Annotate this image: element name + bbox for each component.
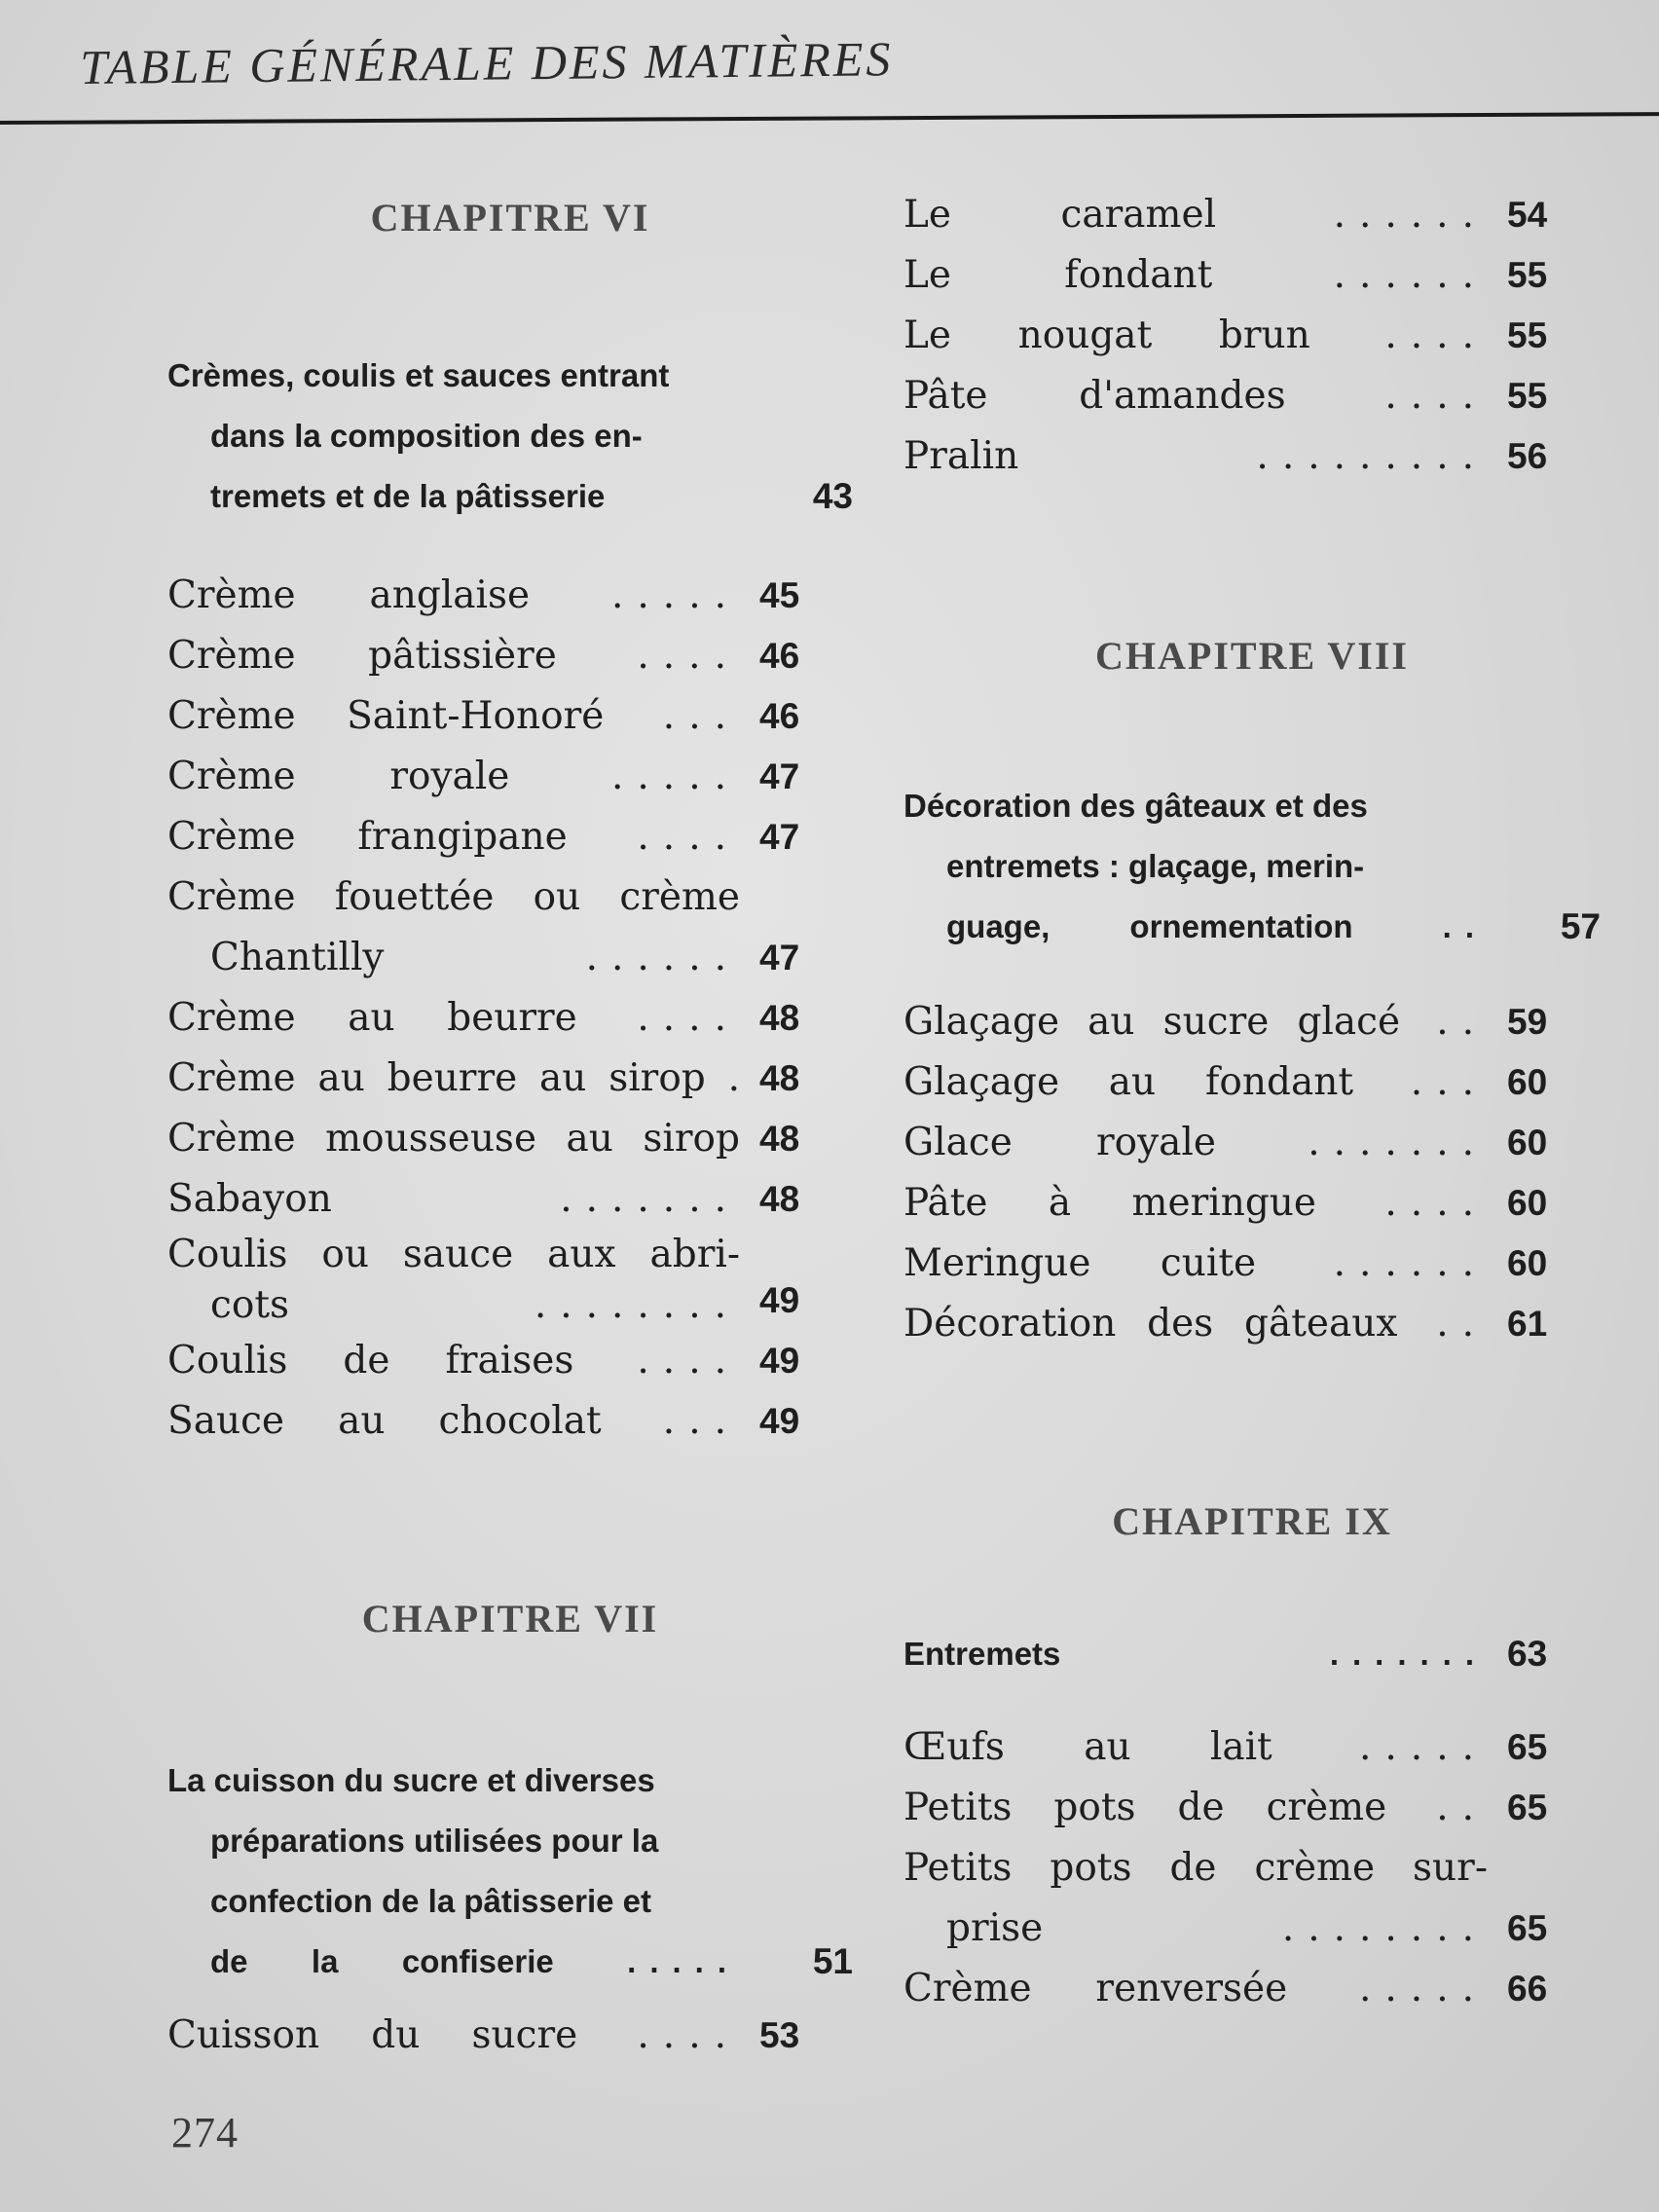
page-ref: 48 — [759, 1058, 800, 1098]
entry-label: Meringue cuite — [903, 1241, 1257, 1285]
chapter-heading: CHAPITRE VI — [370, 196, 650, 240]
section-line: préparations utilisées pour la — [210, 1823, 659, 1859]
leader-dots: ... — [1410, 1060, 1488, 1104]
toc-list — [167, 566, 853, 1452]
page-ref: 48 — [759, 1119, 800, 1159]
section-line: de la confiserie — [210, 1943, 554, 1979]
toc-entry[interactable] — [167, 686, 853, 747]
leader-dots: ..... — [627, 1943, 741, 1979]
section-line-last — [167, 1932, 740, 1992]
chapter-heading: CHAPITRE IX — [1112, 1499, 1392, 1543]
toc-entry[interactable] — [167, 2006, 853, 2066]
page-ref: 45 — [759, 575, 800, 615]
leader-dots: ...... — [585, 936, 740, 979]
page-ref: 55 — [1507, 315, 1548, 355]
page-ref: 54 — [1507, 195, 1548, 235]
entry-label: Crème au beurre au sirop . — [167, 1056, 740, 1100]
leader-dots: ....... — [560, 1177, 740, 1221]
leader-dots: ... — [662, 1399, 740, 1443]
leader-dots: ....... — [1308, 1121, 1488, 1164]
section-line-last — [903, 897, 1488, 957]
entry-label: Le nougat brun — [903, 313, 1310, 357]
section-line: Crèmes, coulis et sauces entrant — [167, 357, 670, 393]
leader-dots: ...... — [1333, 193, 1488, 237]
entry-label: Crème mousseuse au sirop — [167, 1117, 740, 1161]
toc-entry[interactable] — [903, 245, 1601, 306]
page-ref: 65 — [1507, 1908, 1548, 1948]
toc-list — [903, 185, 1601, 487]
toc-entry[interactable] — [167, 1169, 853, 1230]
leader-dots: .. — [1436, 1302, 1489, 1346]
section-title[interactable] — [903, 1624, 1601, 1684]
page-ref: 57 — [1560, 906, 1601, 946]
entry-label: Glaçage au sucre glacé — [903, 1000, 1401, 1044]
toc-entry[interactable] — [903, 1294, 1601, 1354]
leader-dots: .... — [637, 815, 740, 859]
page-ref: 60 — [1507, 1183, 1548, 1223]
leader-dots: .... — [637, 634, 740, 678]
leader-dots: ....... — [1329, 1636, 1488, 1672]
entry-label-cont: Chantilly — [210, 936, 385, 979]
leader-dots: ..... — [1359, 1725, 1488, 1769]
entry-continuation — [167, 1280, 740, 1331]
toc-entry[interactable] — [167, 626, 853, 686]
section-title[interactable] — [167, 1751, 853, 1992]
toc-entry[interactable] — [167, 1331, 853, 1391]
entry-label-cont: prise — [946, 1906, 1044, 1950]
toc-entry[interactable] — [903, 366, 1601, 426]
section-line: confection de la pâtisserie et — [210, 1883, 651, 1919]
toc-entry[interactable] — [167, 988, 853, 1049]
toc-entry[interactable] — [167, 747, 853, 807]
entry-continuation — [167, 928, 740, 988]
entry-label: Crème Saint-Honoré — [167, 694, 605, 738]
leader-dots: ... — [662, 694, 740, 738]
leader-dots: .. — [1436, 1000, 1488, 1044]
toc-entry[interactable] — [903, 185, 1601, 245]
toc-entry[interactable] — [903, 426, 1601, 487]
entry-label: Crème fouettée ou crème — [167, 875, 740, 919]
page-ref: 53 — [759, 2015, 800, 2055]
entry-label: Crème renversée — [903, 1967, 1288, 2010]
toc-entry[interactable] — [903, 1959, 1601, 2019]
section-title[interactable] — [167, 346, 853, 527]
toc-entry[interactable] — [167, 1109, 853, 1169]
leader-dots: .... — [1384, 374, 1488, 418]
chapter-heading: CHAPITRE VIII — [1095, 634, 1409, 678]
entry-label: Le fondant — [903, 253, 1213, 297]
section-line: Entremets — [903, 1636, 1061, 1672]
toc-entry[interactable] — [167, 807, 853, 867]
section-line: guage, ornementation — [946, 908, 1353, 944]
toc-entry[interactable] — [903, 306, 1601, 366]
toc-entry[interactable] — [903, 1173, 1601, 1234]
page-ref: 66 — [1507, 1969, 1548, 2009]
entry-label-cont: cots — [210, 1283, 290, 1327]
toc-entry[interactable] — [167, 1230, 853, 1331]
leader-dots: ..... — [611, 573, 740, 617]
page-ref: 60 — [1507, 1243, 1548, 1283]
chapter-heading: CHAPITRE VII — [361, 1597, 659, 1641]
section-line: dans la composition des en- — [210, 418, 643, 454]
entry-label: Cuisson du sucre — [167, 2013, 578, 2057]
page-ref: 49 — [759, 1280, 800, 1320]
toc-entry[interactable] — [903, 1838, 1601, 1959]
entry-label: Coulis ou sauce aux abri- — [167, 1233, 740, 1276]
page-ref: 60 — [1507, 1123, 1548, 1162]
toc-entry[interactable] — [903, 1717, 1601, 1778]
leader-dots: .... — [637, 2013, 740, 2057]
toc-entry[interactable] — [903, 1778, 1601, 1838]
left-column — [167, 195, 853, 2066]
leader-dots: .... — [637, 1339, 740, 1382]
toc-entry[interactable] — [167, 566, 853, 626]
toc-list — [903, 992, 1601, 1354]
header-rule — [0, 112, 1659, 125]
section-line: tremets et de la pâtisserie — [210, 478, 606, 514]
page-ref: 49 — [759, 1401, 800, 1441]
toc-list — [167, 2006, 853, 2066]
page-ref: 46 — [759, 696, 800, 736]
entry-label: Pralin — [903, 434, 1019, 478]
page-ref: 46 — [759, 636, 800, 676]
page-ref: 59 — [1507, 1002, 1548, 1042]
page-ref: 51 — [812, 1941, 853, 1981]
section-line: La cuisson du sucre et diverses — [167, 1762, 655, 1798]
leader-dots: ...... — [1333, 1241, 1488, 1285]
toc-entry[interactable] — [903, 1234, 1601, 1294]
right-column — [903, 185, 1601, 2019]
section-title[interactable] — [903, 776, 1601, 957]
page-ref: 48 — [759, 1179, 800, 1219]
page-ref: 55 — [1507, 255, 1548, 295]
entry-label: Crème frangipane — [167, 815, 568, 859]
leader-dots: ........ — [1281, 1906, 1488, 1950]
entry-label: Glace royale — [903, 1121, 1216, 1164]
entry-label: Crème pâtissière — [167, 634, 557, 678]
page-ref: 60 — [1507, 1062, 1548, 1102]
entry-label: Crème anglaise — [167, 573, 531, 617]
page-ref: 47 — [759, 756, 800, 796]
leader-dots: ..... — [611, 755, 740, 798]
page-ref: 61 — [1507, 1304, 1548, 1344]
page-ref: 63 — [1507, 1634, 1548, 1674]
page-ref: 43 — [812, 476, 853, 516]
entry-label: Coulis de fraises — [167, 1339, 574, 1382]
entry-label: Crème royale — [167, 755, 510, 798]
page-ref: 47 — [759, 938, 800, 977]
running-header: TABLE GÉNÉRALE DES MATIÈRES — [80, 31, 894, 94]
page-ref: 65 — [1507, 1788, 1548, 1827]
entry-label: Glaçage au fondant — [903, 1060, 1353, 1104]
page-ref: 47 — [759, 817, 800, 857]
page-ref: 55 — [1507, 376, 1548, 416]
page-ref: 56 — [1507, 436, 1548, 476]
leader-dots: ..... — [1359, 1967, 1488, 2010]
page-ref: 49 — [759, 1341, 800, 1381]
leader-dots: ......... — [1256, 434, 1488, 478]
toc-entry[interactable] — [167, 867, 853, 988]
leader-dots: ........ — [534, 1283, 740, 1327]
section-line: Décoration des gâteaux et des — [903, 788, 1368, 824]
toc-entry[interactable] — [167, 1391, 853, 1452]
entry-label: Petits pots de crème — [903, 1786, 1387, 1829]
leader-dots: .. — [1436, 1786, 1488, 1829]
page-number: 274 — [171, 2109, 239, 2157]
leader-dots: ...... — [1333, 253, 1488, 297]
entry-label: Petits pots de crème sur- — [903, 1846, 1488, 1890]
leader-dots: .. — [1442, 908, 1488, 944]
toc-entry[interactable] — [903, 992, 1601, 1052]
leader-dots: .... — [637, 996, 740, 1040]
entry-label: Crème au beurre — [167, 996, 577, 1040]
toc-entry[interactable] — [903, 1052, 1601, 1113]
entry-label: Œufs au lait — [903, 1725, 1272, 1769]
page-ref: 65 — [1507, 1727, 1548, 1767]
leader-dots: .... — [1384, 1181, 1488, 1225]
entry-label: Décoration des gâteaux — [903, 1302, 1398, 1346]
leader-dots: .... — [1384, 313, 1488, 357]
toc-entry[interactable] — [903, 1113, 1601, 1173]
entry-label: Sauce au chocolat — [167, 1399, 602, 1443]
entry-label: Sabayon — [167, 1177, 332, 1221]
page-ref: 48 — [759, 998, 800, 1038]
entry-label: Le caramel — [903, 193, 1217, 237]
section-line: entremets : glaçage, merin- — [946, 848, 1365, 884]
entry-label: Pâte à meringue — [903, 1181, 1316, 1225]
entry-continuation — [903, 1899, 1488, 1959]
toc-entry[interactable] — [167, 1049, 853, 1109]
toc-list — [903, 1717, 1601, 2019]
entry-label: Pâte d'amandes — [903, 374, 1286, 418]
